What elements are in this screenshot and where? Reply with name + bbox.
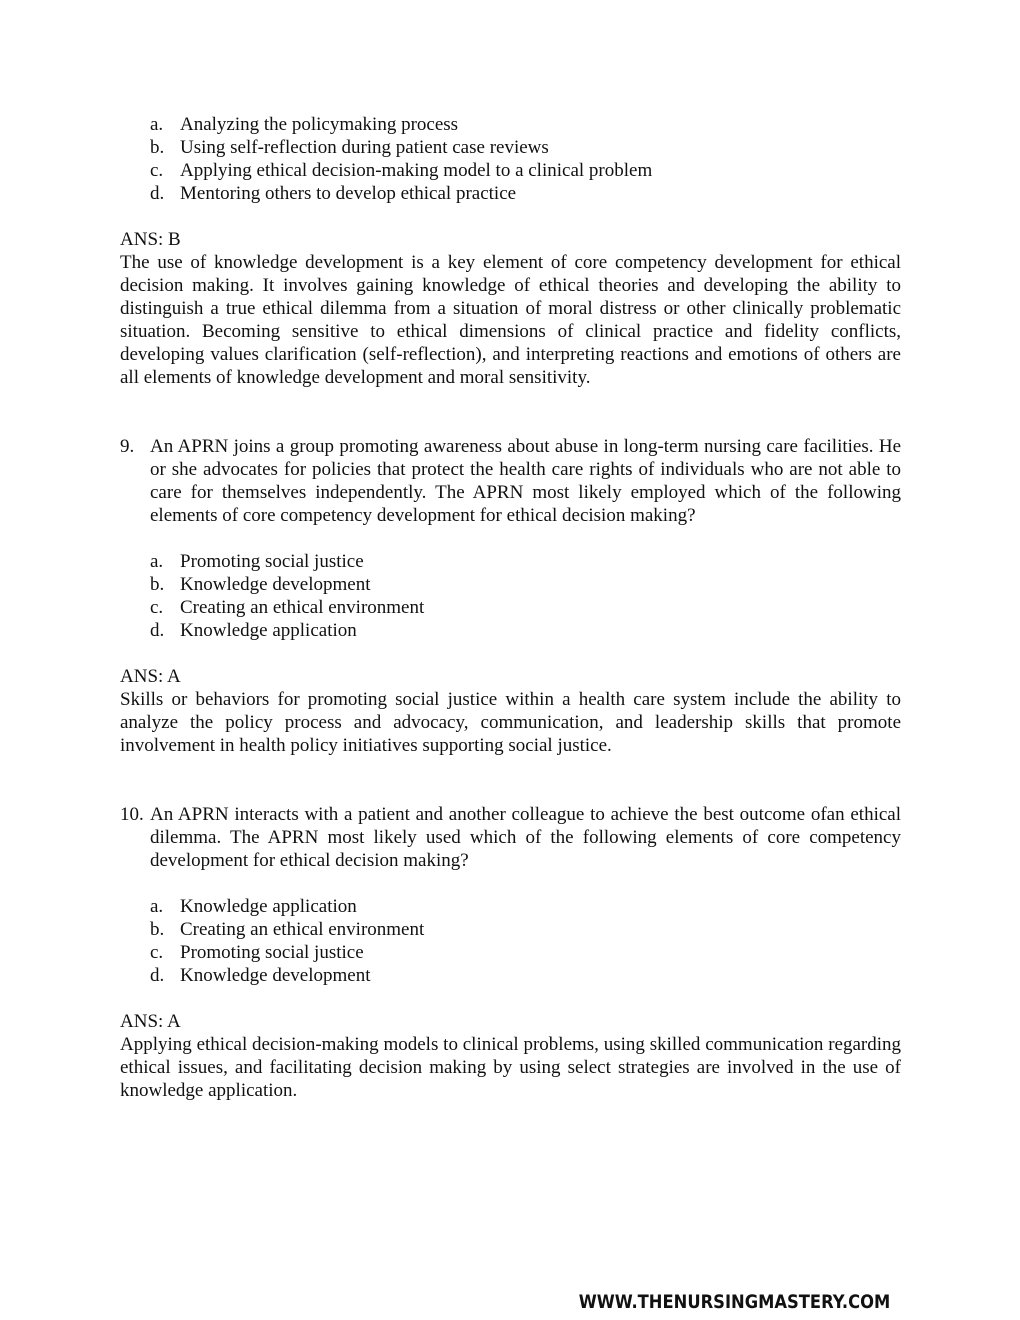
option-text: Promoting social justice xyxy=(180,942,364,963)
q9-answer: ANS: A xyxy=(120,666,181,687)
spacer xyxy=(120,527,901,550)
option-letter: c. xyxy=(150,597,164,618)
q9-option-c xyxy=(150,596,901,619)
option-letter: d. xyxy=(150,620,165,641)
option-text: Knowledge application xyxy=(180,620,357,641)
option-text: Using self-reflection during patient case reviews xyxy=(180,137,549,158)
q10-options xyxy=(150,895,901,987)
question-text: An APRN interacts with a patient and another colleague to achieve the best outcome ofan ethical dilemma. The APRN most likely used which of the following elements of core competency development for ethical decision making? xyxy=(150,804,901,871)
option-letter: b. xyxy=(150,574,165,595)
q9-stem xyxy=(120,435,901,527)
footer-website-link[interactable]: WWW.THENURSINGMASTERY.COM xyxy=(578,1291,890,1313)
q10-answer: ANS: A xyxy=(120,1011,181,1032)
q8-option-b xyxy=(150,136,901,159)
spacer xyxy=(120,757,901,803)
option-letter: d. xyxy=(150,183,165,204)
q10-option-c xyxy=(150,941,901,964)
q8-option-d xyxy=(150,182,901,205)
option-text: Creating an ethical environment xyxy=(180,919,425,940)
q9-explanation: Skills or behaviors for promoting social justice within a health care system include the ability to analyze the policy process and advocacy, communication, and leadership skills that promote involvement in health policy initiatives supporting social justice. xyxy=(120,689,901,756)
option-text: Knowledge application xyxy=(180,896,357,917)
q10-option-d xyxy=(150,964,901,987)
option-letter: c. xyxy=(150,942,164,963)
option-letter: a. xyxy=(150,114,164,135)
q10-option-b xyxy=(150,918,901,941)
option-letter: a. xyxy=(150,896,164,917)
option-text: Applying ethical decision-making model to a clinical problem xyxy=(180,160,653,181)
question-number: 10. xyxy=(120,804,144,825)
option-text: Knowledge development xyxy=(180,574,371,595)
question-text: An APRN joins a group promoting awareness about abuse in long-term nursing care facilities. He or she advocates for policies that protect the health care rights of individuals who are not able to care for themselves independently. The APRN most likely employed which of the following elements of core competency development for ethical decision making? xyxy=(150,436,901,526)
q10-stem xyxy=(120,803,901,872)
q8-answer: ANS: B xyxy=(120,229,181,250)
q10-option-a xyxy=(150,895,901,918)
option-letter: d. xyxy=(150,965,165,986)
option-text: Creating an ethical environment xyxy=(180,597,425,618)
option-letter: c. xyxy=(150,160,164,181)
q9-option-d xyxy=(150,619,901,642)
q8-option-c xyxy=(150,159,901,182)
spacer xyxy=(120,389,901,435)
option-letter: b. xyxy=(150,137,165,158)
question-number: 9. xyxy=(120,436,135,457)
q9-option-a xyxy=(150,550,901,573)
option-letter: b. xyxy=(150,919,165,940)
option-text: Analyzing the policymaking process xyxy=(180,114,459,135)
q9-options xyxy=(150,550,901,642)
q10-explanation: Applying ethical decision-making models to clinical problems, using skilled communication regarding ethical issues, and facilitating decision making by using select strategies are involved in the use of knowledge application. xyxy=(120,1034,901,1101)
q9-option-b xyxy=(150,573,901,596)
document-page xyxy=(120,113,901,1102)
option-letter: a. xyxy=(150,551,164,572)
q8-option-a xyxy=(150,113,901,136)
q8-options xyxy=(150,113,901,205)
spacer xyxy=(120,872,901,895)
option-text: Mentoring others to develop ethical practice xyxy=(180,183,517,204)
q8-explanation: The use of knowledge development is a key element of core competency development for ethical decision making. It involves gaining knowledge of ethical theories and developing the ability to distinguish a true ethical dilemma from a situation of moral distress or other clinically problematic situation. Becoming sensitive to ethical dimensions of clinical practice and fidelity conflicts, developing values clarification (self-reflection), and interpreting reactions and emotions of others are all elements of knowledge development and moral sensitivity. xyxy=(120,252,901,388)
option-text: Promoting social justice xyxy=(180,551,364,572)
option-text: Knowledge development xyxy=(180,965,371,986)
